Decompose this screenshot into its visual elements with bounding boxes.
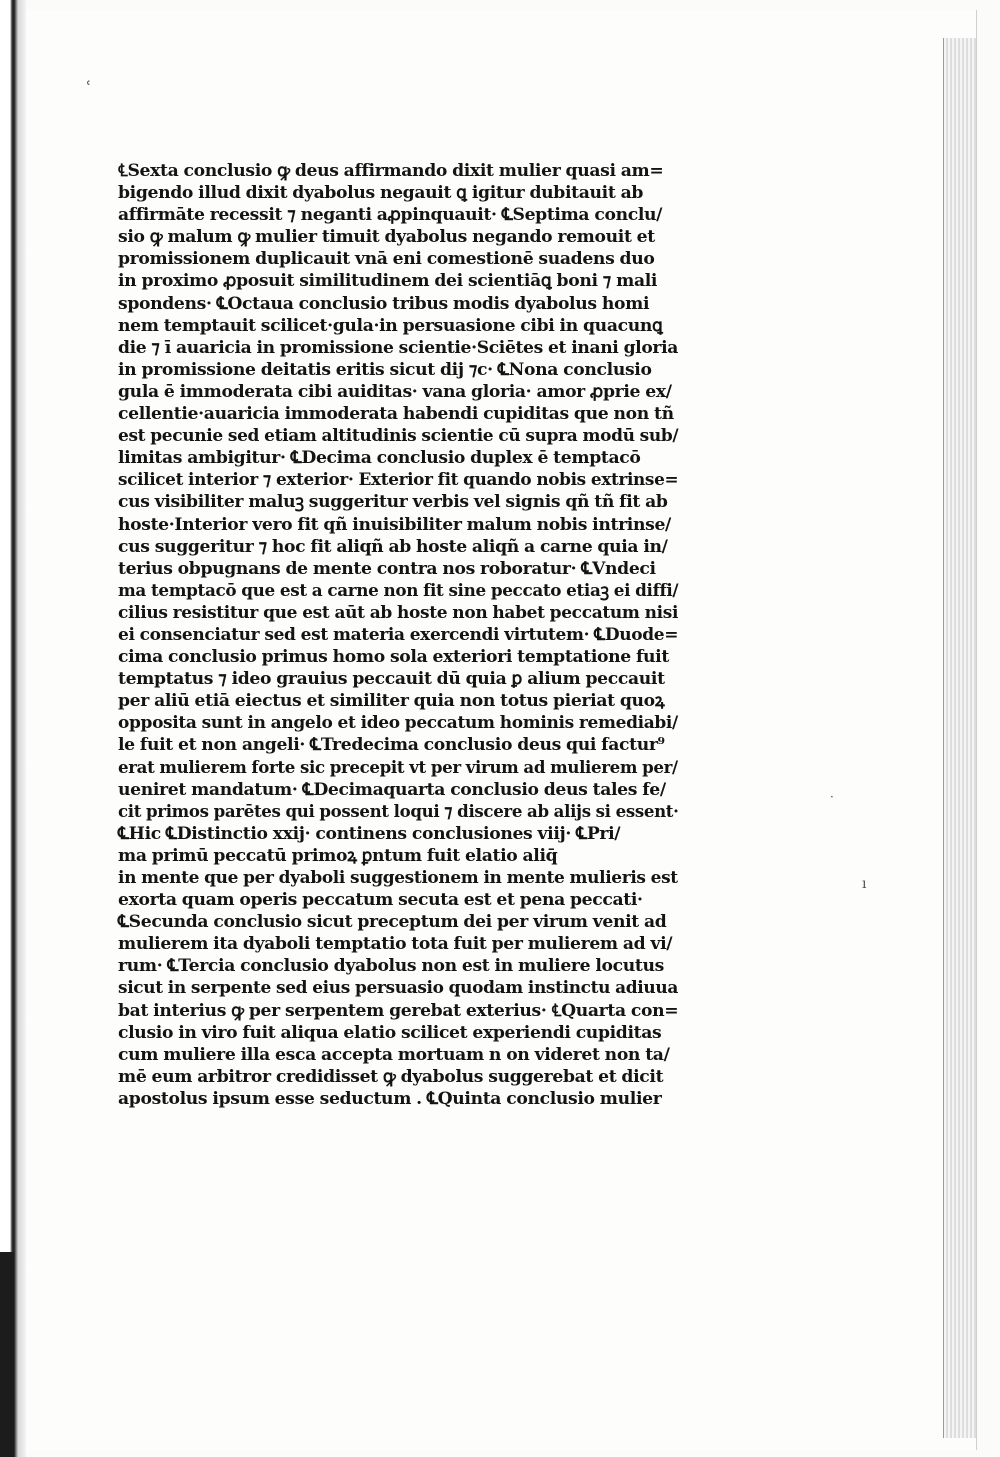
text-line: spondens· ℄Octaua conclusio tribus modis dyabolus homi <box>118 293 650 314</box>
text-line: ma primū peccatū primoꝝ ꝑntum fuit elatio aliq̄ <box>118 845 558 866</box>
text-line: in mente que per dyaboli suggestionem in mente mulieris est <box>118 868 678 888</box>
text-line: apostolus ipsum esse seductum . ℄Quinta conclusio mulier <box>118 1088 662 1109</box>
text-line: in promissione deitatis eritis sicut dij ⁊c· ℄Nona conclusio <box>118 359 652 380</box>
text-line: cima conclusio primus homo sola exteriori temptatione fuit <box>118 647 669 668</box>
text-line: mulierem ita dyaboli temptatio tota fuit per mulierem ad vi/ <box>118 934 673 955</box>
text-line: cus suggeritur ⁊ hoc fit aliqñ ab hoste aliqñ a carne quia in/ <box>118 536 668 557</box>
page-fore-edge <box>943 38 976 1438</box>
text-line: scilicet interior ⁊ exterior· Exterior fit quando nobis extrinse= <box>118 470 679 491</box>
text-line: bigendo illud dixit dyabolus negauit ꝗ igitur dubitauit ab <box>118 183 644 204</box>
text-line: gula ē immoderata cibi auiditas· vana gloria· amor ꝓprie ex/ <box>118 381 672 402</box>
text-line: affirmāte recessit ⁊ neganti aꝓpinquauit· ℄Septima conclu/ <box>118 205 663 226</box>
text-line: per aliū etiā eiectus et similiter quia non totus pieriat quoꝝ <box>118 691 665 712</box>
margin-mark: ʿ <box>86 78 92 99</box>
binding-shadow <box>0 1252 14 1457</box>
text-line: ueniret mandatum· ℄Decimaquarta conclusio deus tales fe/ <box>118 779 666 800</box>
incunabula-text-block <box>118 160 678 1110</box>
text-line: sicut in serpente sed eius persuasio quodam instinctu adiuua <box>118 978 679 999</box>
text-line: cellentie·auaricia immoderata habendi cupiditas que non tñ <box>118 404 674 425</box>
text-line: limitas ambigitur· ℄Decima conclusio duplex ē temptacō <box>118 448 641 469</box>
text-line: ei consenciatur sed est materia exercendi virtutem· ℄Duode= <box>118 624 679 645</box>
text-line: temptatus ⁊ ideo grauius peccauit dū quia ꝑ alium peccauit <box>118 669 665 690</box>
text-line: le fuit et non angeli· ℄Tredecima conclusio deus qui factur⁹ <box>118 735 665 756</box>
margin-dot: · <box>830 790 834 804</box>
text-line: erat mulierem forte sic precepit vt per virum ad mulierem per/ <box>118 757 678 778</box>
text-line: in proximo ꝓposuit similitudinem dei scientiāꝗ boni ⁊ mali <box>118 271 658 292</box>
text-line: hoste·Interior vero fit qñ inuisibiliter malum nobis intrinse/ <box>118 514 671 535</box>
facing-page-edge <box>0 0 26 1457</box>
text-line: bat interius ꝙ per serpentem gerebat exterius· ℄Quarta con= <box>118 1000 679 1021</box>
text-line: cilius resistitur que est aūt ab hoste non habet peccatum nisi <box>118 602 679 623</box>
text-line: clusio in viro fuit aliqua elatio scilicet experiendi cupiditas <box>118 1022 662 1043</box>
text-line: ℄Secunda conclusio sicut preceptum dei per virum venit ad <box>118 912 667 933</box>
text-line: mē eum arbitror credidisset ꝙ dyabolus suggerebat et dicit <box>118 1066 664 1087</box>
text-line: ℄Hic ℄Distinctio xxij· continens conclusiones viij· ℄Pri/ <box>118 823 621 844</box>
text-line: ℄Sexta conclusio ꝙ deus affirmando dixit mulier quasi am= <box>118 161 664 181</box>
margin-dot: ı <box>862 876 867 892</box>
text-line: ma temptacō que est a carne non fit sine peccato etiaꝫ ei diffi/ <box>118 580 679 601</box>
text-line: cus visibiliter maluꝫ suggeritur verbis vel signis qñ tñ fit ab <box>118 492 668 513</box>
text-line: sio ꝙ malum ꝙ mulier timuit dyabolus negando remouit et <box>118 227 655 248</box>
text-line: exorta quam operis peccatum secuta est et pena peccati· <box>118 890 643 911</box>
text-line: cit primos parētes qui possent loqui ⁊ discere ab alijs si essent· <box>118 801 679 822</box>
text-line: nem temptauit scilicet·gula·in persuasione cibi in quacunꝗ <box>118 315 663 336</box>
text-line: cum muliere illa esca accepta mortuam n on videret non ta/ <box>118 1044 670 1065</box>
text-line: est pecunie sed etiam altitudinis scientie cū supra modū sub/ <box>118 426 679 447</box>
text-line: rum· ℄Tercia conclusio dyabolus non est in muliere locutus <box>118 956 664 977</box>
text-line: promissionem duplicauit vnā eni comestionē suadens duo <box>118 249 655 270</box>
text-line: die ⁊ ī auaricia in promissione scientie·Sciētes et inani gloria <box>118 337 678 358</box>
text-line: terius obpugnans de mente contra nos roboratur· ℄Vndeci <box>118 558 656 579</box>
text-line: opposita sunt in angelo et ideo peccatum hominis remediabi/ <box>118 713 678 734</box>
